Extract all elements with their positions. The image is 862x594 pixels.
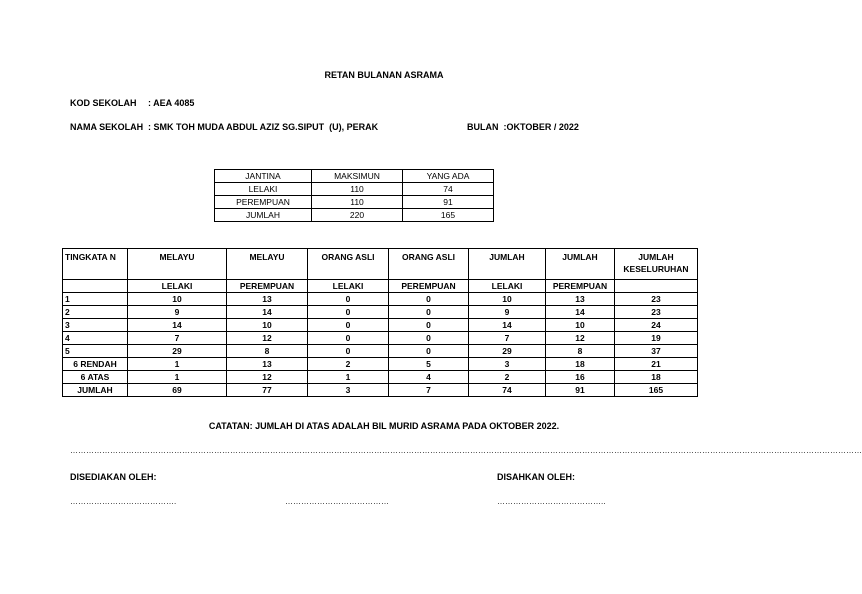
disahkan-label: DISAHKAN OLEH:	[497, 472, 575, 482]
main-subheader-cell: PEREMPUAN	[227, 280, 308, 293]
table-cell: 0	[389, 332, 469, 345]
table-cell: 14	[128, 319, 227, 332]
main-header-cell: ORANG ASLI	[308, 249, 389, 280]
table-cell: 10	[128, 293, 227, 306]
table-cell: 23	[615, 306, 698, 319]
main-header-cell: JUMLAH	[469, 249, 546, 280]
main-subheader-cell: LELAKI	[308, 280, 389, 293]
table-cell: 14	[227, 306, 308, 319]
table-cell: 7	[469, 332, 546, 345]
table-cell: 13	[227, 293, 308, 306]
table-cell: 9	[469, 306, 546, 319]
total-row	[63, 384, 698, 397]
table-cell: 8	[546, 345, 615, 358]
table-cell: 8	[227, 345, 308, 358]
table-cell: 1	[128, 371, 227, 384]
table-cell: 13	[227, 358, 308, 371]
table-cell: 91	[546, 384, 615, 397]
table-row	[63, 293, 698, 306]
signature-line: …………………………………	[285, 497, 389, 506]
summary-row	[215, 183, 494, 196]
nama-sekolah-label: NAMA SEKOLAH	[70, 122, 144, 132]
table-cell: 0	[308, 306, 389, 319]
summary-cell: LELAKI	[215, 183, 312, 196]
tingkatan-cell: 5	[63, 345, 128, 358]
bulan-value: BULAN :OKTOBER / 2022	[467, 122, 579, 132]
dotted-line: ………………………………………………………………………………………………………………………………………………………………………………………………………………………………………………………………………	[70, 446, 862, 455]
main-subheader-cell: LELAKI	[128, 280, 227, 293]
table-cell: 74	[469, 384, 546, 397]
table-cell: 19	[615, 332, 698, 345]
main-header-cell: TINGKATA N	[63, 249, 128, 280]
table-cell: 12	[227, 371, 308, 384]
summary-cell: 165	[403, 209, 494, 222]
tingkatan-cell: 2	[63, 306, 128, 319]
tingkatan-cell: 3	[63, 319, 128, 332]
summary-cell: 74	[403, 183, 494, 196]
summary-cell: 110	[312, 196, 403, 209]
summary-cell: 220	[312, 209, 403, 222]
table-cell: 16	[546, 371, 615, 384]
table-cell: 23	[615, 293, 698, 306]
tingkatan-cell: 1	[63, 293, 128, 306]
summary-cell: 91	[403, 196, 494, 209]
signature-line: …………………………………..	[497, 497, 606, 506]
table-cell: 10	[469, 293, 546, 306]
catatan-note: CATATAN: JUMLAH DI ATAS ADALAH BIL MURID ASRAMA PADA OKTOBER 2022.	[208, 421, 560, 431]
kod-sekolah-value: : AEA 4085	[148, 98, 195, 108]
table-cell: 0	[389, 345, 469, 358]
table-cell: 12	[227, 332, 308, 345]
summary-row	[215, 196, 494, 209]
table-row	[63, 371, 698, 384]
table-cell: 1	[128, 358, 227, 371]
summary-cell: PEREMPUAN	[215, 196, 312, 209]
main-subheader-row	[63, 280, 698, 293]
table-cell: 18	[546, 358, 615, 371]
main-header-cell: MELAYU	[227, 249, 308, 280]
table-cell: 0	[308, 332, 389, 345]
main-header-cell: ORANG ASLI	[389, 249, 469, 280]
table-row	[63, 358, 698, 371]
table-cell: 3	[308, 384, 389, 397]
table-cell: 10	[546, 319, 615, 332]
summary-cell: 110	[312, 183, 403, 196]
table-cell: 10	[227, 319, 308, 332]
table-cell: 21	[615, 358, 698, 371]
summary-row	[215, 209, 494, 222]
disediakan-label: DISEDIAKAN OLEH:	[70, 472, 157, 482]
summary-header-cell: MAKSIMUN	[312, 170, 403, 183]
tingkatan-cell: JUMLAH	[63, 384, 128, 397]
summary-table	[214, 169, 494, 222]
table-cell: 14	[546, 306, 615, 319]
table-row	[63, 332, 698, 345]
table-cell: 9	[128, 306, 227, 319]
main-subheader-cell	[63, 280, 128, 293]
table-row	[63, 306, 698, 319]
summary-header-cell: YANG ADA	[403, 170, 494, 183]
tingkatan-cell: 6 RENDAH	[63, 358, 128, 371]
table-cell: 0	[389, 306, 469, 319]
main-subheader-cell: PEREMPUAN	[389, 280, 469, 293]
table-cell: 14	[469, 319, 546, 332]
table-cell: 13	[546, 293, 615, 306]
main-subheader-cell: PEREMPUAN	[546, 280, 615, 293]
table-cell: 29	[128, 345, 227, 358]
table-cell: 7	[389, 384, 469, 397]
table-cell: 12	[546, 332, 615, 345]
kod-sekolah-label: KOD SEKOLAH	[70, 98, 137, 108]
summary-header-row	[215, 170, 494, 183]
main-subheader-cell	[615, 280, 698, 293]
table-row	[63, 319, 698, 332]
table-cell: 4	[389, 371, 469, 384]
table-cell: 77	[227, 384, 308, 397]
summary-cell: JUMLAH	[215, 209, 312, 222]
table-cell: 0	[389, 319, 469, 332]
tingkatan-cell: 6 ATAS	[63, 371, 128, 384]
signature-line: ………………………………….	[70, 497, 177, 506]
main-subheader-cell: LELAKI	[469, 280, 546, 293]
table-cell: 18	[615, 371, 698, 384]
table-cell: 7	[128, 332, 227, 345]
table-cell: 165	[615, 384, 698, 397]
table-row	[63, 345, 698, 358]
table-cell: 0	[389, 293, 469, 306]
table-cell: 29	[469, 345, 546, 358]
table-cell: 1	[308, 371, 389, 384]
main-header-cell: JUMLAH	[546, 249, 615, 280]
page-title: RETAN BULANAN ASRAMA	[324, 70, 444, 80]
summary-header-cell: JANTINA	[215, 170, 312, 183]
table-cell: 0	[308, 345, 389, 358]
table-cell: 37	[615, 345, 698, 358]
table-cell: 24	[615, 319, 698, 332]
tingkatan-cell: 4	[63, 332, 128, 345]
table-cell: 3	[469, 358, 546, 371]
main-table	[62, 248, 698, 397]
table-cell: 5	[389, 358, 469, 371]
nama-sekolah-value: : SMK TOH MUDA ABDUL AZIZ SG.SIPUT (U), PERAK	[148, 122, 379, 132]
table-cell: 69	[128, 384, 227, 397]
main-header-cell: JUMLAH KESELURUHAN	[615, 249, 698, 280]
main-header-row	[63, 249, 698, 280]
table-cell: 2	[469, 371, 546, 384]
table-cell: 0	[308, 293, 389, 306]
table-cell: 2	[308, 358, 389, 371]
main-header-cell: MELAYU	[128, 249, 227, 280]
table-cell: 0	[308, 319, 389, 332]
